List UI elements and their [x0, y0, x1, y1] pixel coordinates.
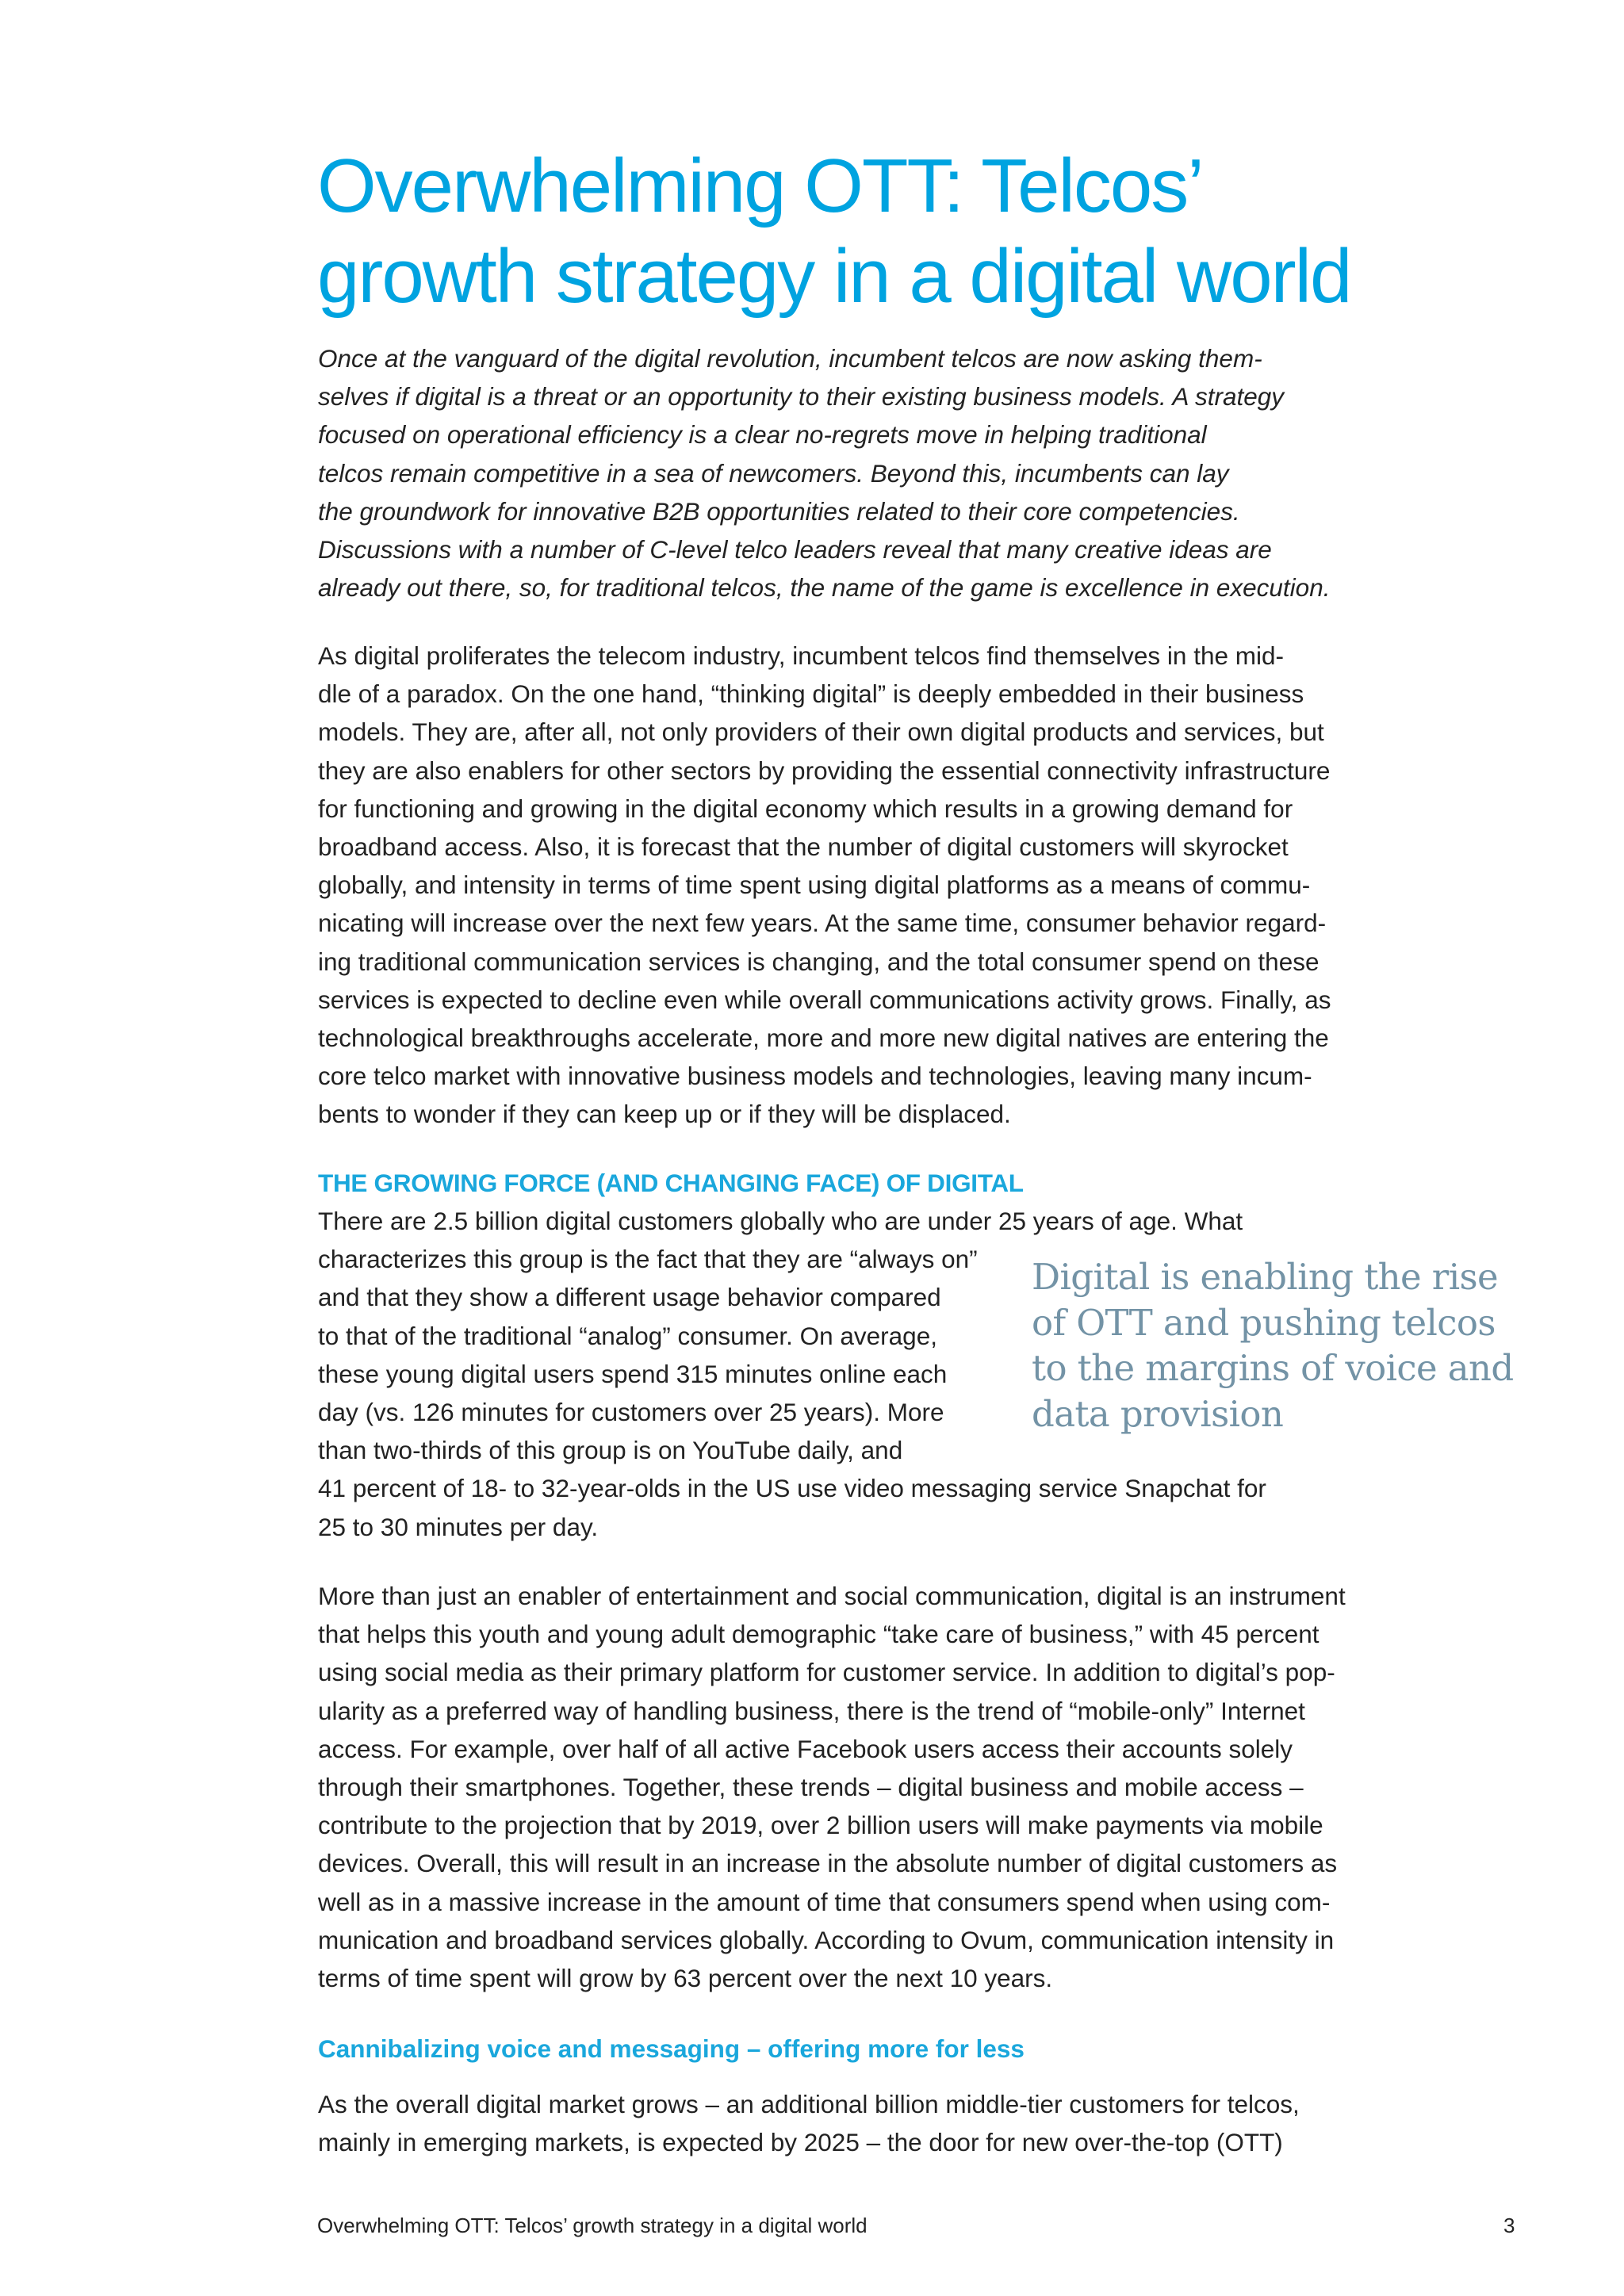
- text-line: As the overall digital market grows – an additional billion middle-tier customers for telcos,: [318, 2090, 1300, 2118]
- text-line: that helps this youth and young adult demographic “take care of business,” with 45 percent: [318, 1620, 1320, 1649]
- text-line: Once at the vanguard of the digital revolution, incumbent telcos are now asking them-: [318, 344, 1262, 373]
- text-line: already out there, so, for traditional telcos, the name of the game is excellence in execution.: [318, 573, 1331, 603]
- text-line: More than just an enabler of entertainment and social communication, digital is an instrument: [318, 1582, 1346, 1610]
- text-line: core telco market with innovative business models and technologies, leaving many incum-: [318, 1062, 1312, 1091]
- subsection-heading: Cannibalizing voice and messaging – offering more for less: [318, 2034, 1025, 2063]
- page-title: [317, 141, 1427, 322]
- pull-quote-line: to the margins of voice and: [1032, 1347, 1514, 1389]
- body-paragraph-3: [318, 1577, 1346, 1997]
- text-line: and that they show a different usage behavior compared: [318, 1283, 941, 1312]
- text-line: focused on operational efficiency is a clear no-regrets move in helping traditional: [318, 420, 1207, 450]
- text-line: ularity as a preferred way of handling business, there is the trend of “mobile-only” Internet: [318, 1696, 1305, 1725]
- text-line: terms of time spent will grow by 63 percent over the next 10 years.: [318, 1964, 1053, 1993]
- text-line: characterizes this group is the fact that they are “always on”: [318, 1245, 978, 1274]
- text-line: the groundwork for innovative B2B opportunities related to their core competencies.: [318, 496, 1240, 526]
- body-paragraph-4: [318, 2085, 1300, 2161]
- text-line: Discussions with a number of C-level telco leaders reveal that many creative ideas are: [318, 535, 1272, 564]
- text-line: they are also enablers for other sectors by providing the essential connectivity infrastructure: [318, 756, 1331, 785]
- text-line: contribute to the projection that by 2019, over 2 billion users will make payments via mobile: [318, 1811, 1323, 1840]
- text-line: to that of the traditional “analog” consumer. On average,: [318, 1321, 937, 1350]
- text-line: than two-thirds of this group is on YouTube daily, and: [318, 1436, 903, 1465]
- body-paragraph-1: [318, 637, 1331, 1134]
- pull-quote-line: Digital is enabling the rise: [1032, 1256, 1499, 1298]
- pull-quote-line: of OTT and pushing telcos: [1032, 1301, 1496, 1344]
- text-line: technological breakthroughs accelerate, more and more new digital natives are entering the: [318, 1024, 1329, 1053]
- text-line: well as in a massive increase in the amount of time that consumers spend when using com-: [318, 1887, 1331, 1916]
- text-line: nicating will increase over the next few years. At the same time, consumer behavior regard-: [318, 909, 1327, 938]
- text-line: devices. Overall, this will result in an increase in the absolute number of digital customers as: [318, 1849, 1338, 1878]
- intro-paragraph: [318, 339, 1330, 607]
- text-line: through their smartphones. Together, these trends – digital business and mobile access –: [318, 1773, 1304, 1802]
- text-line: 41 percent of 18- to 32-year-olds in the US use video messaging service Snapchat for: [318, 1474, 1266, 1503]
- text-line: 25 to 30 minutes per day.: [318, 1512, 599, 1541]
- text-line: for functioning and growing in the digital economy which results in a growing demand for: [318, 794, 1293, 823]
- text-line: globally, and intensity in terms of time spent using digital platforms as a means of commu-: [318, 871, 1311, 900]
- footer-title: Overwhelming OTT: Telcos’ growth strategy in a digital world: [317, 2214, 868, 2237]
- section-heading: THE GROWING FORCE (AND CHANGING FACE) OF DIGITAL: [318, 1169, 1024, 1197]
- text-line: access. For example, over half of all active Facebook users access their accounts solely: [318, 1734, 1293, 1763]
- text-line: broadband access. Also, it is forecast that the number of digital customers will skyrocket: [318, 832, 1289, 862]
- text-line: There are 2.5 billion digital customers globally who are under 25 years of age. What: [318, 1207, 1243, 1235]
- text-line: telcos remain competitive in a sea of newcomers. Beyond this, incumbents can lay: [318, 458, 1229, 488]
- page-number: 3: [1503, 2214, 1515, 2237]
- title-line: Overwhelming OTT: Telcos’: [317, 144, 1203, 228]
- text-line: using social media as their primary platform for customer service. In addition to digital’s pop-: [318, 1658, 1335, 1687]
- text-line: bents to wonder if they can keep up or if they will be displaced.: [318, 1100, 1011, 1129]
- text-line: day (vs. 126 minutes for customers over 25 years). More: [318, 1398, 944, 1427]
- text-line: these young digital users spend 315 minutes online each: [318, 1359, 948, 1388]
- text-line: As digital proliferates the telecom industry, incumbent telcos find themselves in the mid-: [318, 641, 1284, 670]
- text-line: services is expected to decline even while overall communications activity grows. Finally, as: [318, 985, 1331, 1014]
- text-line: munication and broadband services globally. According to Ovum, communication intensity in: [318, 1925, 1335, 1954]
- text-line: models. They are, after all, not only providers of their own digital products and services, but: [318, 718, 1324, 747]
- title-line: growth strategy in a digital world: [317, 234, 1351, 319]
- text-line: ing traditional communication services is changing, and the total consumer spend on these: [318, 947, 1320, 976]
- text-line: selves if digital is a threat or an opportunity to their existing business models. A strategy: [318, 382, 1285, 411]
- text-line: mainly in emerging markets, is expected by 2025 – the door for new over-the-top (OTT): [318, 2128, 1283, 2157]
- pull-quote-line: data provision: [1032, 1392, 1284, 1435]
- text-line: dle of a paradox. On the one hand, “thinking digital” is deeply embedded in their business: [318, 679, 1304, 709]
- pull-quote: [1032, 1254, 1514, 1437]
